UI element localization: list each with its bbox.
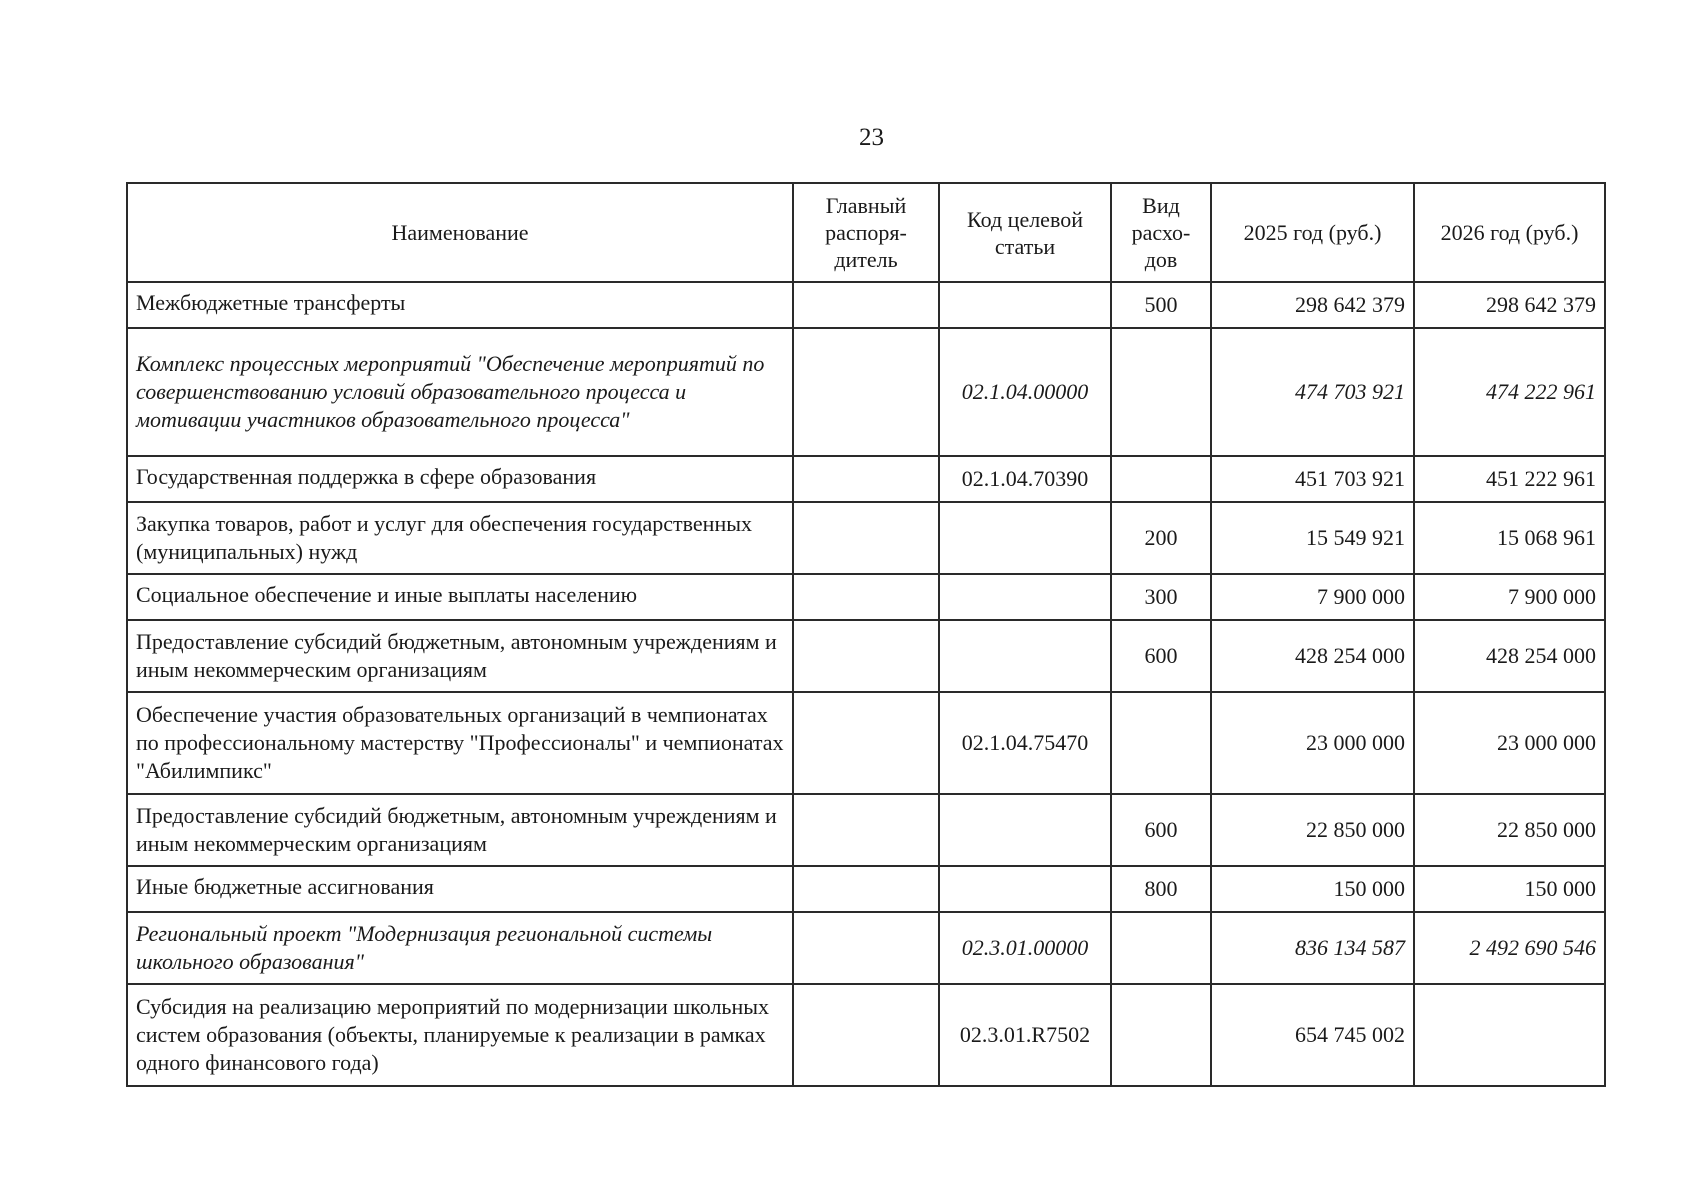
row-target-code [939, 574, 1111, 620]
page-number: 23 [859, 124, 884, 151]
row-main-manager [793, 328, 939, 456]
row-expense-type: 600 [1111, 620, 1211, 692]
row-year-2026 [1414, 984, 1605, 1086]
row-main-manager [793, 456, 939, 502]
row-year-2025: 22 850 000 [1211, 794, 1414, 866]
row-year-2026: 451 222 961 [1414, 456, 1605, 502]
row-target-code: 02.1.04.70390 [939, 456, 1111, 502]
row-year-2026: 428 254 000 [1414, 620, 1605, 692]
row-year-2025: 836 134 587 [1211, 912, 1414, 984]
table-header-row [127, 183, 1605, 282]
row-name: Межбюджетные трансферты [127, 282, 793, 328]
row-target-code: 02.3.01.R7502 [939, 984, 1111, 1086]
row-expense-type: 300 [1111, 574, 1211, 620]
row-expense-type [1111, 456, 1211, 502]
row-year-2026: 15 068 961 [1414, 502, 1605, 574]
row-name: Закупка товаров, работ и услуг для обеспечения государственных (муниципальных) нужд [127, 502, 793, 574]
row-year-2025: 451 703 921 [1211, 456, 1414, 502]
row-name: Предоставление субсидий бюджетным, автономным учреждениям и иным некоммерческим организациям [127, 794, 793, 866]
row-target-code [939, 282, 1111, 328]
row-target-code [939, 866, 1111, 912]
row-expense-type: 800 [1111, 866, 1211, 912]
row-expense-type: 200 [1111, 502, 1211, 574]
header-expense-type: Вид расхо-дов [1111, 183, 1211, 282]
header-target-code: Код целевой статьи [939, 183, 1111, 282]
row-year-2025: 654 745 002 [1211, 984, 1414, 1086]
row-target-code: 02.1.04.75470 [939, 692, 1111, 794]
table-row [127, 282, 1605, 328]
row-name: Государственная поддержка в сфере образования [127, 456, 793, 502]
row-expense-type [1111, 984, 1211, 1086]
row-target-code [939, 620, 1111, 692]
table-row [127, 794, 1605, 866]
row-year-2025: 7 900 000 [1211, 574, 1414, 620]
row-year-2025: 23 000 000 [1211, 692, 1414, 794]
table-row [127, 502, 1605, 574]
table-row [127, 456, 1605, 502]
row-expense-type [1111, 912, 1211, 984]
row-main-manager [793, 620, 939, 692]
row-year-2026: 298 642 379 [1414, 282, 1605, 328]
row-name: Региональный проект "Модернизация региональной системы школьного образования" [127, 912, 793, 984]
row-year-2026: 22 850 000 [1414, 794, 1605, 866]
header-year-2025: 2025 год (руб.) [1211, 183, 1414, 282]
row-name: Иные бюджетные ассигнования [127, 866, 793, 912]
header-name: Наименование [127, 183, 793, 282]
row-year-2025: 474 703 921 [1211, 328, 1414, 456]
table-row [127, 912, 1605, 984]
table-row [127, 692, 1605, 794]
row-main-manager [793, 692, 939, 794]
row-name: Субсидия на реализацию мероприятий по модернизации школьных систем образования (объекты, планируемые к реализации в рамках одного финансового года) [127, 984, 793, 1086]
row-year-2026: 7 900 000 [1414, 574, 1605, 620]
row-target-code: 02.1.04.00000 [939, 328, 1111, 456]
row-name: Социальное обеспечение и иные выплаты населению [127, 574, 793, 620]
row-main-manager [793, 912, 939, 984]
row-main-manager [793, 984, 939, 1086]
row-main-manager [793, 866, 939, 912]
row-target-code [939, 794, 1111, 866]
row-main-manager [793, 794, 939, 866]
row-year-2026: 2 492 690 546 [1414, 912, 1605, 984]
row-target-code: 02.3.01.00000 [939, 912, 1111, 984]
row-main-manager [793, 502, 939, 574]
row-expense-type: 500 [1111, 282, 1211, 328]
table-row [127, 574, 1605, 620]
row-year-2025: 298 642 379 [1211, 282, 1414, 328]
row-expense-type: 600 [1111, 794, 1211, 866]
table-row [127, 328, 1605, 456]
row-year-2025: 15 549 921 [1211, 502, 1414, 574]
row-year-2025: 150 000 [1211, 866, 1414, 912]
table-row [127, 620, 1605, 692]
row-target-code [939, 502, 1111, 574]
row-name: Предоставление субсидий бюджетным, автономным учреждениям и иным некоммерческим организациям [127, 620, 793, 692]
header-main-manager: Главный распоря-дитель [793, 183, 939, 282]
header-year-2026: 2026 год (руб.) [1414, 183, 1605, 282]
row-main-manager [793, 574, 939, 620]
table-row [127, 866, 1605, 912]
row-year-2026: 474 222 961 [1414, 328, 1605, 456]
row-year-2026: 23 000 000 [1414, 692, 1605, 794]
row-main-manager [793, 282, 939, 328]
budget-table [126, 182, 1606, 1087]
row-name: Обеспечение участия образовательных организаций в чемпионатах по профессиональному мастерству "Профессионалы" и чемпионатах "Абилимпикс" [127, 692, 793, 794]
row-year-2026: 150 000 [1414, 866, 1605, 912]
row-expense-type [1111, 328, 1211, 456]
table-row [127, 984, 1605, 1086]
row-expense-type [1111, 692, 1211, 794]
row-year-2025: 428 254 000 [1211, 620, 1414, 692]
row-name: Комплекс процессных мероприятий "Обеспечение мероприятий по совершенствованию условий образовательного процесса и мотивации участников образовательного процесса" [127, 328, 793, 456]
